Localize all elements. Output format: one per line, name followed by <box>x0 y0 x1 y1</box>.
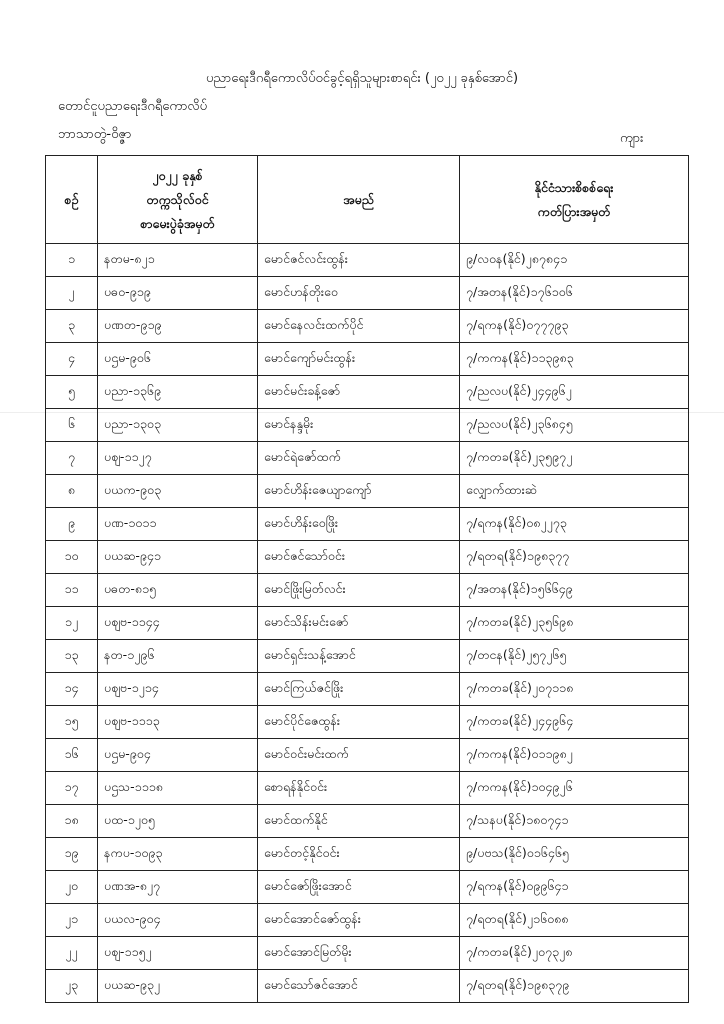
cell-name: မောင်ဖြိုးမြတ်လင်း <box>258 574 460 607</box>
cell-roll: ပဈဗ-၁၂၁၄ <box>98 673 258 706</box>
cell-nrc: ၇/အတန(နိုင်)၁၇၆၁၀၆ <box>460 277 689 310</box>
table-row <box>46 277 689 310</box>
cell-name: မောင်ဝင်းမင်းထက် <box>258 739 460 772</box>
cell-name: မောင်ဟိန်းဝေဖြိုး <box>258 508 460 541</box>
cell-name: မောင်နန္ဒမိုး <box>258 409 460 442</box>
cell-no: ၆ <box>46 409 98 442</box>
cell-roll: ပညာ-၁၃၀၃ <box>98 409 258 442</box>
cell-no: ၁၂ <box>46 607 98 640</box>
cell-no: ၄ <box>46 343 98 376</box>
cell-roll: ပဈ-၁၁၂၇ <box>98 442 258 475</box>
cell-no: ၇ <box>46 442 98 475</box>
admission-table <box>45 155 689 1003</box>
cell-no: ၂၀ <box>46 871 98 904</box>
cell-roll: ပဌသ-၁၁၁၈ <box>98 772 258 805</box>
table-row <box>46 475 689 508</box>
cell-nrc: ၇/ကကန(နိုင်)၁၁၃၉၈၃ <box>460 343 689 376</box>
cell-nrc: ၇/ကတခ(နိုင်)၂၄၄၉၆၄ <box>460 706 689 739</box>
column-header-nrc: နိုင်ငံသားစိစစ်ရေး ကတ်ပြားအမှတ် <box>460 156 689 244</box>
table-row <box>46 376 689 409</box>
table-row <box>46 937 689 970</box>
table-row <box>46 607 689 640</box>
cell-nrc: ၇/ရတရ(နိုင်)၁၉၈၃၇၇ <box>460 541 689 574</box>
table-row <box>46 904 689 937</box>
cell-roll: ပယက-၉၀၃ <box>98 475 258 508</box>
column-header-roll: ၂၀၂၂ ခုနှစ် တက္ကသိုလ်ဝင် စာမေးပွဲခုံအမှတ် <box>98 156 258 244</box>
college-name: တောင်ငူပညာရေးဒီဂရီကောလိပ် <box>58 99 208 114</box>
cell-no: ၂၂ <box>46 937 98 970</box>
document-title: ပညာရေးဒီဂရီကောလိပ်ဝင်ခွင့်ရရှိသူများစာရင်း (၂၀၂၂ ခုနှစ်အောင်) <box>205 71 519 86</box>
table-row <box>46 574 689 607</box>
cell-nrc: ၇/အတန(နိုင်)၁၅၆၆၄၉ <box>460 574 689 607</box>
cell-no: ၁၄ <box>46 673 98 706</box>
subject-combination: ဘာသာတွဲ-ဝိဇ္ဇာ <box>58 127 132 142</box>
cell-name: မောင်အောင်မြတ်မိုး <box>258 937 460 970</box>
table-row <box>46 244 689 277</box>
cell-nrc: ၇/ရတရ(နိုင်)၂၁၆၀၈၈ <box>460 904 689 937</box>
gender-label: ကျား <box>620 131 644 146</box>
cell-nrc: ၉/လဝန(နိုင်)၂၈၇၈၄၁ <box>460 244 689 277</box>
cell-nrc: ၇/ရကန(နိုင်)၀၉၉၆၄၁ <box>460 871 689 904</box>
cell-name: မောင်ဟိန်းဇေယျာကျော် <box>258 475 460 508</box>
table-row <box>46 541 689 574</box>
cell-no: ၁၀ <box>46 541 98 574</box>
cell-roll: ပယလ-၉၀၄ <box>98 904 258 937</box>
cell-name: မောင်သိန်းမင်းဇော် <box>258 607 460 640</box>
table-row <box>46 772 689 805</box>
cell-name: မောင်အောင်ဇော်ထွန်း <box>258 904 460 937</box>
cell-roll: ပယဆ-၉၄၁ <box>98 541 258 574</box>
cell-name: မောင်ပိုင်ဇေထွန်း <box>258 706 460 739</box>
cell-no: ၉ <box>46 508 98 541</box>
table-row <box>46 640 689 673</box>
table-row <box>46 805 689 838</box>
cell-name: မောင်ဟန်တိုးဝေ <box>258 277 460 310</box>
cell-no: ၁၅ <box>46 706 98 739</box>
cell-nrc: လျှောက်ထားဆဲ <box>460 475 689 508</box>
cell-name: မောင်ဇော်ဖြိုးအောင် <box>258 871 460 904</box>
cell-no: ၁၈ <box>46 805 98 838</box>
table-row <box>46 739 689 772</box>
cell-name: မောင်ထက်နိုင် <box>258 805 460 838</box>
cell-name: မောင်ဇင်သော်ဝင်း <box>258 541 460 574</box>
cell-nrc: ၇/သနပ(နိုင်)၁၈၀၇၄၁ <box>460 805 689 838</box>
cell-roll: ပယဆ-၉၃၂ <box>98 970 258 1003</box>
cell-no: ၁ <box>46 244 98 277</box>
cell-name: မောင်သော်ဇင်အောင် <box>258 970 460 1003</box>
cell-name: မောင်ကြယ်ဇင်ဖြိုး <box>258 673 460 706</box>
table-row <box>46 310 689 343</box>
cell-no: ၁၉ <box>46 838 98 871</box>
cell-roll: ပဌမ-၉၀၄ <box>98 739 258 772</box>
cell-roll: ပဏအ-၈၂၇ <box>98 871 258 904</box>
cell-name: မောင်မင်းခန့်ဇော် <box>258 376 460 409</box>
cell-nrc: ၇/ကတခ(နိုင်)၂၀၇၁၁၈ <box>460 673 689 706</box>
cell-no: ၂၃ <box>46 970 98 1003</box>
cell-nrc: ၇/ညလပ(နိုင်)၂၃၆၈၄၅ <box>460 409 689 442</box>
table-row <box>46 871 689 904</box>
table-row <box>46 706 689 739</box>
cell-no: ၁၆ <box>46 739 98 772</box>
cell-roll: ပထ-၁၂၀၅ <box>98 805 258 838</box>
table-row <box>46 673 689 706</box>
cell-nrc: ၉/ပဗသ(နိုင်)၀၁၆၄၆၅ <box>460 838 689 871</box>
cell-nrc: ၇/ကတခ(နိုင်)၂၃၅၉၇၂ <box>460 442 689 475</box>
cell-name: မောင်နေလင်းထက်ပိုင် <box>258 310 460 343</box>
cell-nrc: ၇/ကကန(နိုင်)၀၁၁၉၈၂ <box>460 739 689 772</box>
column-header-name: အမည် <box>258 156 460 244</box>
cell-nrc: ၇/တငန(နိုင်)၂၅၇၂၆၅ <box>460 640 689 673</box>
cell-name: မောင်ရှင်းသန့်အောင် <box>258 640 460 673</box>
table-row <box>46 838 689 871</box>
cell-nrc: ၇/ကကန(နိုင်)၁၀၄၉၂၆ <box>460 772 689 805</box>
cell-roll: နတ-၁၂၉၆ <box>98 640 258 673</box>
cell-roll: ပဌမ-၉၀၆ <box>98 343 258 376</box>
cell-roll: ပဈ-၁၁၅၂ <box>98 937 258 970</box>
cell-roll: ပညာ-၁၃၆၉ <box>98 376 258 409</box>
table-header-row <box>46 156 689 244</box>
cell-roll: ပဈဗ-၁၁၁၃ <box>98 706 258 739</box>
cell-roll: ပဈဗ-၁၁၄၄ <box>98 607 258 640</box>
cell-nrc: ၇/ညလပ(နိုင်)၂၄၄၉၆၂ <box>460 376 689 409</box>
cell-roll: ပဏ-၁၀၁၁ <box>98 508 258 541</box>
cell-nrc: ၇/ရကန(နိုင်)၀၈၂၂၇၃ <box>460 508 689 541</box>
cell-no: ၁၃ <box>46 640 98 673</box>
table-row <box>46 508 689 541</box>
cell-no: ၁၁ <box>46 574 98 607</box>
cell-name: မောင်ကျော်မင်းထွန်း <box>258 343 460 376</box>
cell-roll: ပဏတ-၉၁၉ <box>98 310 258 343</box>
cell-nrc: ၇/ရတရ(နိုင်)၁၉၈၃၇၉ <box>460 970 689 1003</box>
cell-no: ၅ <box>46 376 98 409</box>
cell-no: ၈ <box>46 475 98 508</box>
cell-no: ၁၇ <box>46 772 98 805</box>
cell-name: မောင်တင့်နိုင်ဝင်း <box>258 838 460 871</box>
cell-roll: ပဓဝ-၉၁၉ <box>98 277 258 310</box>
cell-name: မောင်ရဲဇော်ထက် <box>258 442 460 475</box>
cell-name: စောရန်နိုင်ဝင်း <box>258 772 460 805</box>
table-row <box>46 409 689 442</box>
table-row <box>46 970 689 1003</box>
cell-no: ၂၁ <box>46 904 98 937</box>
cell-roll: ပဓတ-၈၁၅ <box>98 574 258 607</box>
cell-nrc: ၇/ကတခ(နိုင်)၂၃၅၆၉၈ <box>460 607 689 640</box>
cell-roll: နကပ-၁၀၉၃ <box>98 838 258 871</box>
cell-name: မောင်ဇင်လင်းထွန်း <box>258 244 460 277</box>
cell-roll: နတမ-၈၂၁ <box>98 244 258 277</box>
cell-nrc: ၇/ရကန(နိုင်)၀၇၇၇၉၃ <box>460 310 689 343</box>
column-header-no: စဉ် <box>46 156 98 244</box>
cell-no: ၂ <box>46 277 98 310</box>
table-row <box>46 343 689 376</box>
table-row <box>46 442 689 475</box>
cell-no: ၃ <box>46 310 98 343</box>
cell-nrc: ၇/ကတခ(နိုင်)၂၀၇၃၂၈ <box>460 937 689 970</box>
